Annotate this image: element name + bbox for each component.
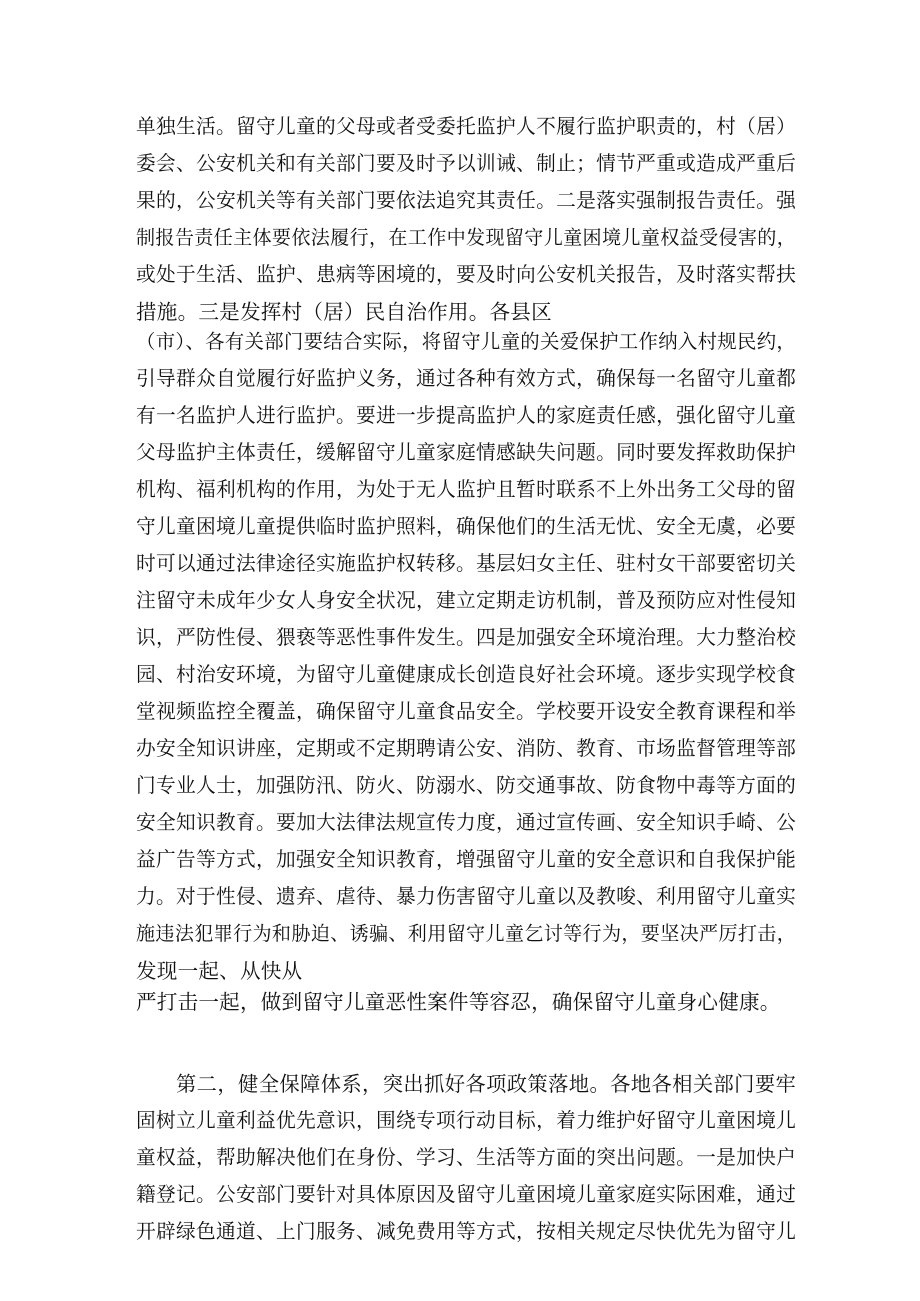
paragraph-first-line: 第二，健全保障体系，突出抓好各项政策落地。各地各相关部门要牢 bbox=[176, 1072, 796, 1096]
text-line: 发现一起、从快从 bbox=[136, 959, 303, 983]
text-line: 园、村治安环境，为留守儿童健康成长创造良好社会环境。逐步实现学校食 bbox=[136, 663, 796, 686]
text-line: 引导群众自觉履行好监护义务，通过各种有效方式，确保每一名留守儿童都 bbox=[136, 367, 796, 390]
text-line: 办安全知识讲座，定期或不定期聘请公安、消防、教育、市场监督管理等部 bbox=[136, 737, 796, 760]
text-line: 父母监护主体责任，缓解留守儿童家庭情感缺失问题。同时要发挥救助保护 bbox=[136, 441, 796, 464]
text-line: 果的，公安机关等有关部门要依法追究其责任。二是落实强制报告责任。强 bbox=[136, 189, 796, 212]
text-line: 严打击一起，做到留守儿童恶性案件等容忍，确保留守儿童身心健康。 bbox=[136, 990, 781, 1014]
text-line: 机构、福利机构的作用，为处于无人监护且暂时联系不上外出务工父母的留 bbox=[136, 478, 796, 501]
text-line: 或处于生活、监护、患病等困境的，要及时向公安机关报告，及时落实帮扶 bbox=[136, 263, 796, 286]
text-line: 守儿童困境儿童提供临时监护照料，确保他们的生活无忧、安全无虞，必要 bbox=[136, 515, 796, 538]
text-line: 益广告等方式，加强安全知识教育，增强留守儿童的安全意识和自我保护能 bbox=[136, 848, 796, 871]
text-line: 安全知识教育。要加大法律法规宣传力度，通过宣传画、安全知识手崎、公 bbox=[136, 811, 796, 834]
text-line: 施违法犯罪行为和胁迫、诱骗、利用留守儿童乞讨等行为，要坚决严厉打击， bbox=[136, 922, 796, 945]
text-line: 措施。三是发挥村（居）民自治作用。各县区 bbox=[136, 300, 552, 324]
text-line: 固树立儿童利益优先意识，围绕专项行动目标，着力维护好留守儿童困境儿 bbox=[136, 1109, 796, 1132]
text-line: 童权益，帮助解决他们在身份、学习、生活等方面的突出问题。一是加快户 bbox=[136, 1146, 796, 1169]
text-line: 识，严防性侵、猥亵等恶性事件发生。四是加强安全环境治理。大力整治校 bbox=[136, 626, 796, 649]
text-line: 单独生活。留守儿童的父母或者受委托监护人不履行监护职责的，村（居） bbox=[136, 115, 796, 138]
text-line: 时可以通过法律途径实施监护权转移。基层妇女主任、驻村女干部要密切关 bbox=[136, 552, 796, 575]
text-line: 注留守未成年少女人身安全状况，建立定期走访机制，普及预防应对性侵知 bbox=[136, 589, 796, 612]
text-line: 开辟绿色通道、上门服务、减免费用等方式，按相关规定尽快优先为留守儿 bbox=[136, 1220, 796, 1243]
text-line: 委会、公安机关和有关部门要及时予以训诫、制止；情节严重或造成严重后 bbox=[136, 152, 796, 175]
text-line: 堂视频监控全覆盖，确保留守儿童食品安全。学校要开设安全教育课程和举 bbox=[136, 700, 796, 723]
text-line: 制报告责任主体要依法履行，在工作中发现留守儿童困境儿童权益受侵害的， bbox=[136, 226, 796, 249]
text-line: 门专业人士，加强防汛、防火、防溺水、防交通事故、防食物中毒等方面的 bbox=[136, 774, 796, 797]
text-line: 力。对于性侵、遗弃、虐待、暴力伤害留守儿童以及教唆、利用留守儿童实 bbox=[136, 885, 796, 908]
text-line: 有一名监护人进行监护。要进一步提高监护人的家庭责任感，强化留守儿童 bbox=[136, 404, 796, 427]
text-line: （市）、各有关部门要结合实际，将留守儿童的关爱保护工作纳入村规民约， bbox=[136, 330, 796, 353]
text-line: 籍登记。公安部门要针对具体原因及留守儿童困境儿童家庭实际困难，通过 bbox=[136, 1183, 796, 1206]
